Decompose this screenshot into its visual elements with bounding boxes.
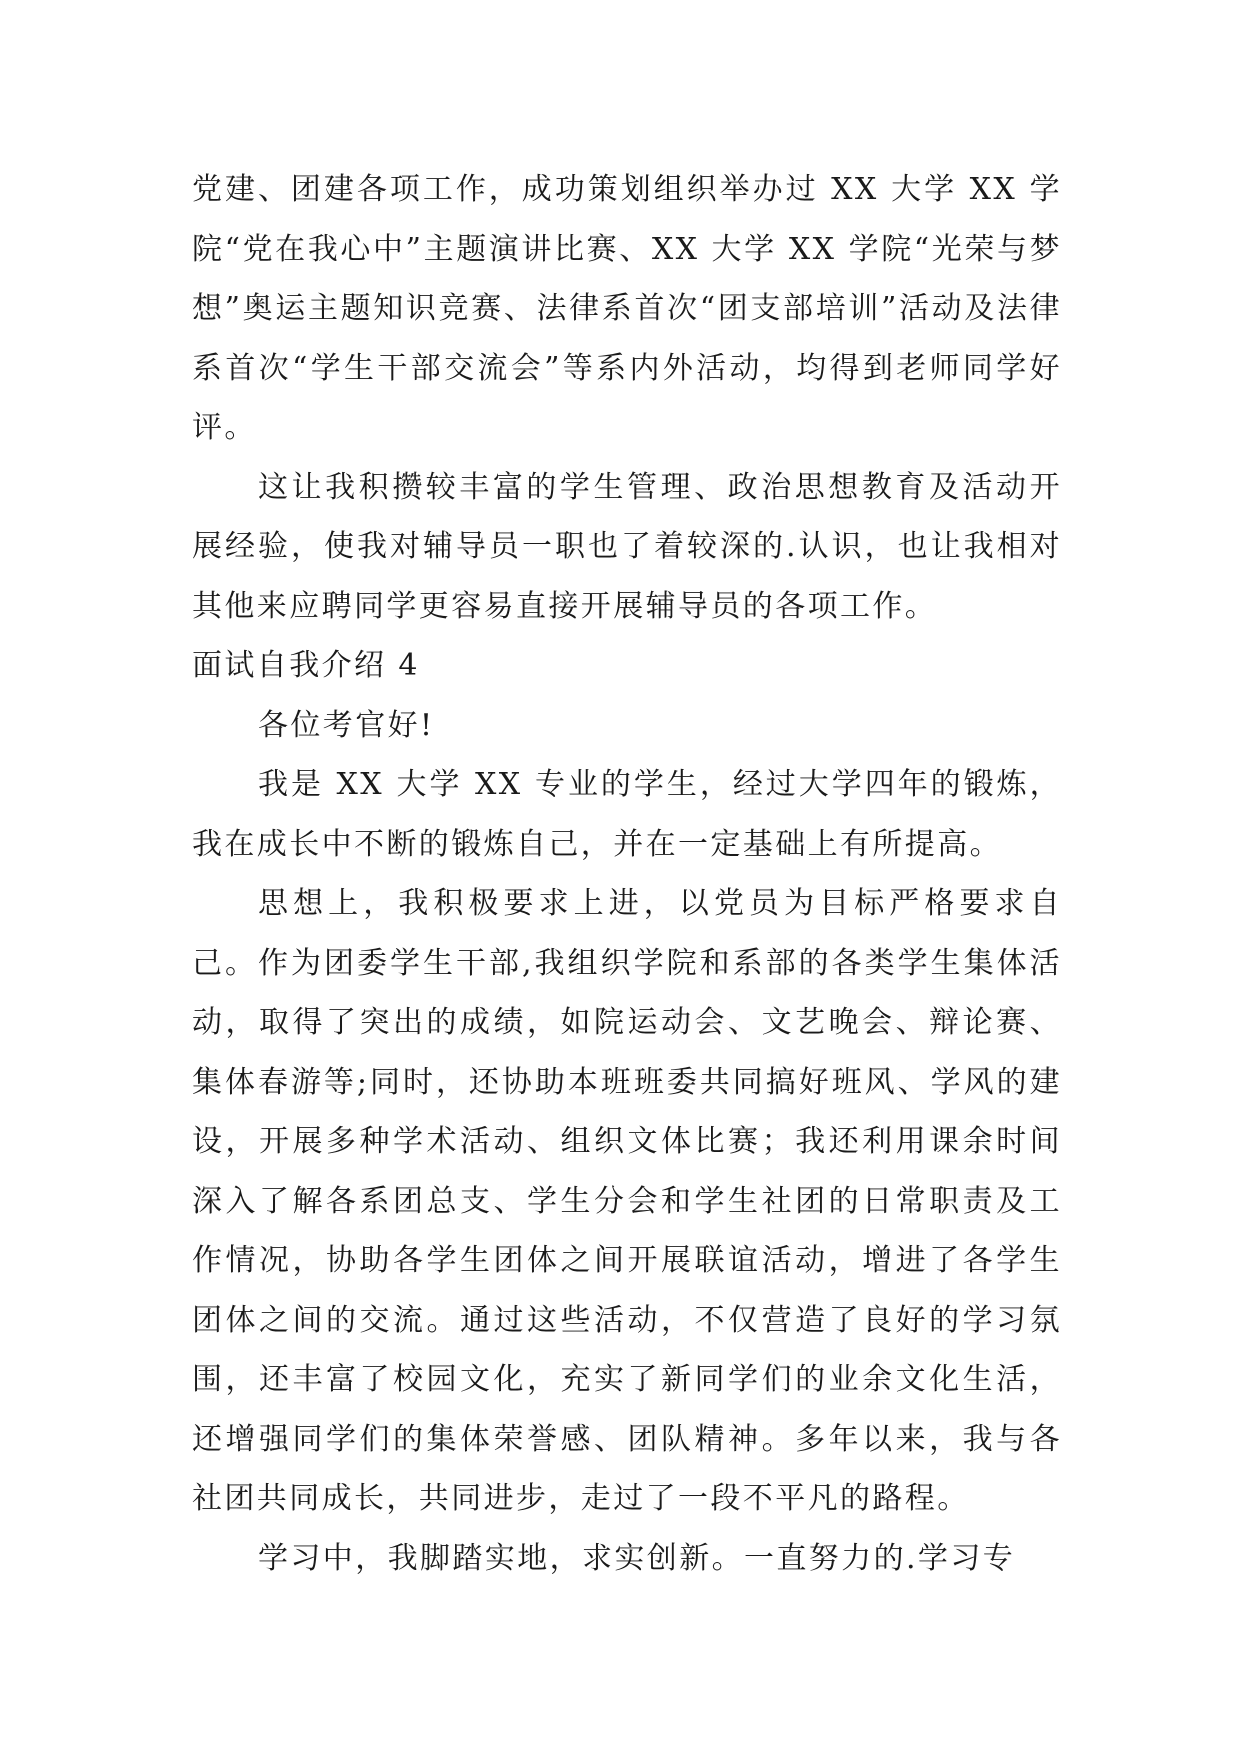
paragraph-continuation: 党建、团建各项工作，成功策划组织举办过 XX 大学 XX 学院“党在我心中”主题演讲比赛、XX 大学 XX 学院“光荣与梦想”奥运主题知识竞赛、法律系首次“团支部培训”活动及法律系首次“学生干部交流会”等系内外活动，均得到老师同学好评。 [192, 172, 1062, 445]
paragraph-ideology: 思想上，我积极要求上进，以党员为目标严格要求自己。作为团委学生干部,我组织学院和系部的各类学生集体活动，取得了突出的成绩，如院运动会、文艺晚会、辩论赛、集体春游等;同时，还协助本班班委共同搞好班风、学风的建设，开展多种学术活动、组织文体比赛；我还利用课余时间深入了解各系团总支、学生分会和学生社团的日常职责及工作情况，协助各学生团体之间开展联谊活动，增进了各学生团体之间的交流。通过这些活动，不仅营造了良好的学习氛围，还丰富了校园文化，充实了新同学们的业余文化生活，还增强同学们的集体荣誉感、团队精神。多年以来，我与各社团共同成长，共同进步，走过了一段不平凡的路程。 [192, 886, 1062, 1516]
paragraph-experience-summary: 这让我积攒较丰富的学生管理、政治思想教育及活动开展经验，使我对辅导员一职也了着较深的.认识，也让我相对其他来应聘同学更容易直接开展辅导员的各项工作。 [192, 469, 1062, 624]
paragraph-greeting: 各位考官好! [258, 707, 435, 743]
paragraph-introduction: 我是 XX 大学 XX 专业的学生，经过大学四年的锻炼，我在成长中不断的锻炼自己，并在一定基础上有所提高。 [192, 767, 1062, 862]
paragraph-study: 学习中，我脚踏实地，求实创新。一直努力的.学习专 [258, 1540, 1016, 1576]
section-heading: 面试自我介绍 4 [192, 648, 420, 683]
document-body [192, 160, 1062, 1588]
